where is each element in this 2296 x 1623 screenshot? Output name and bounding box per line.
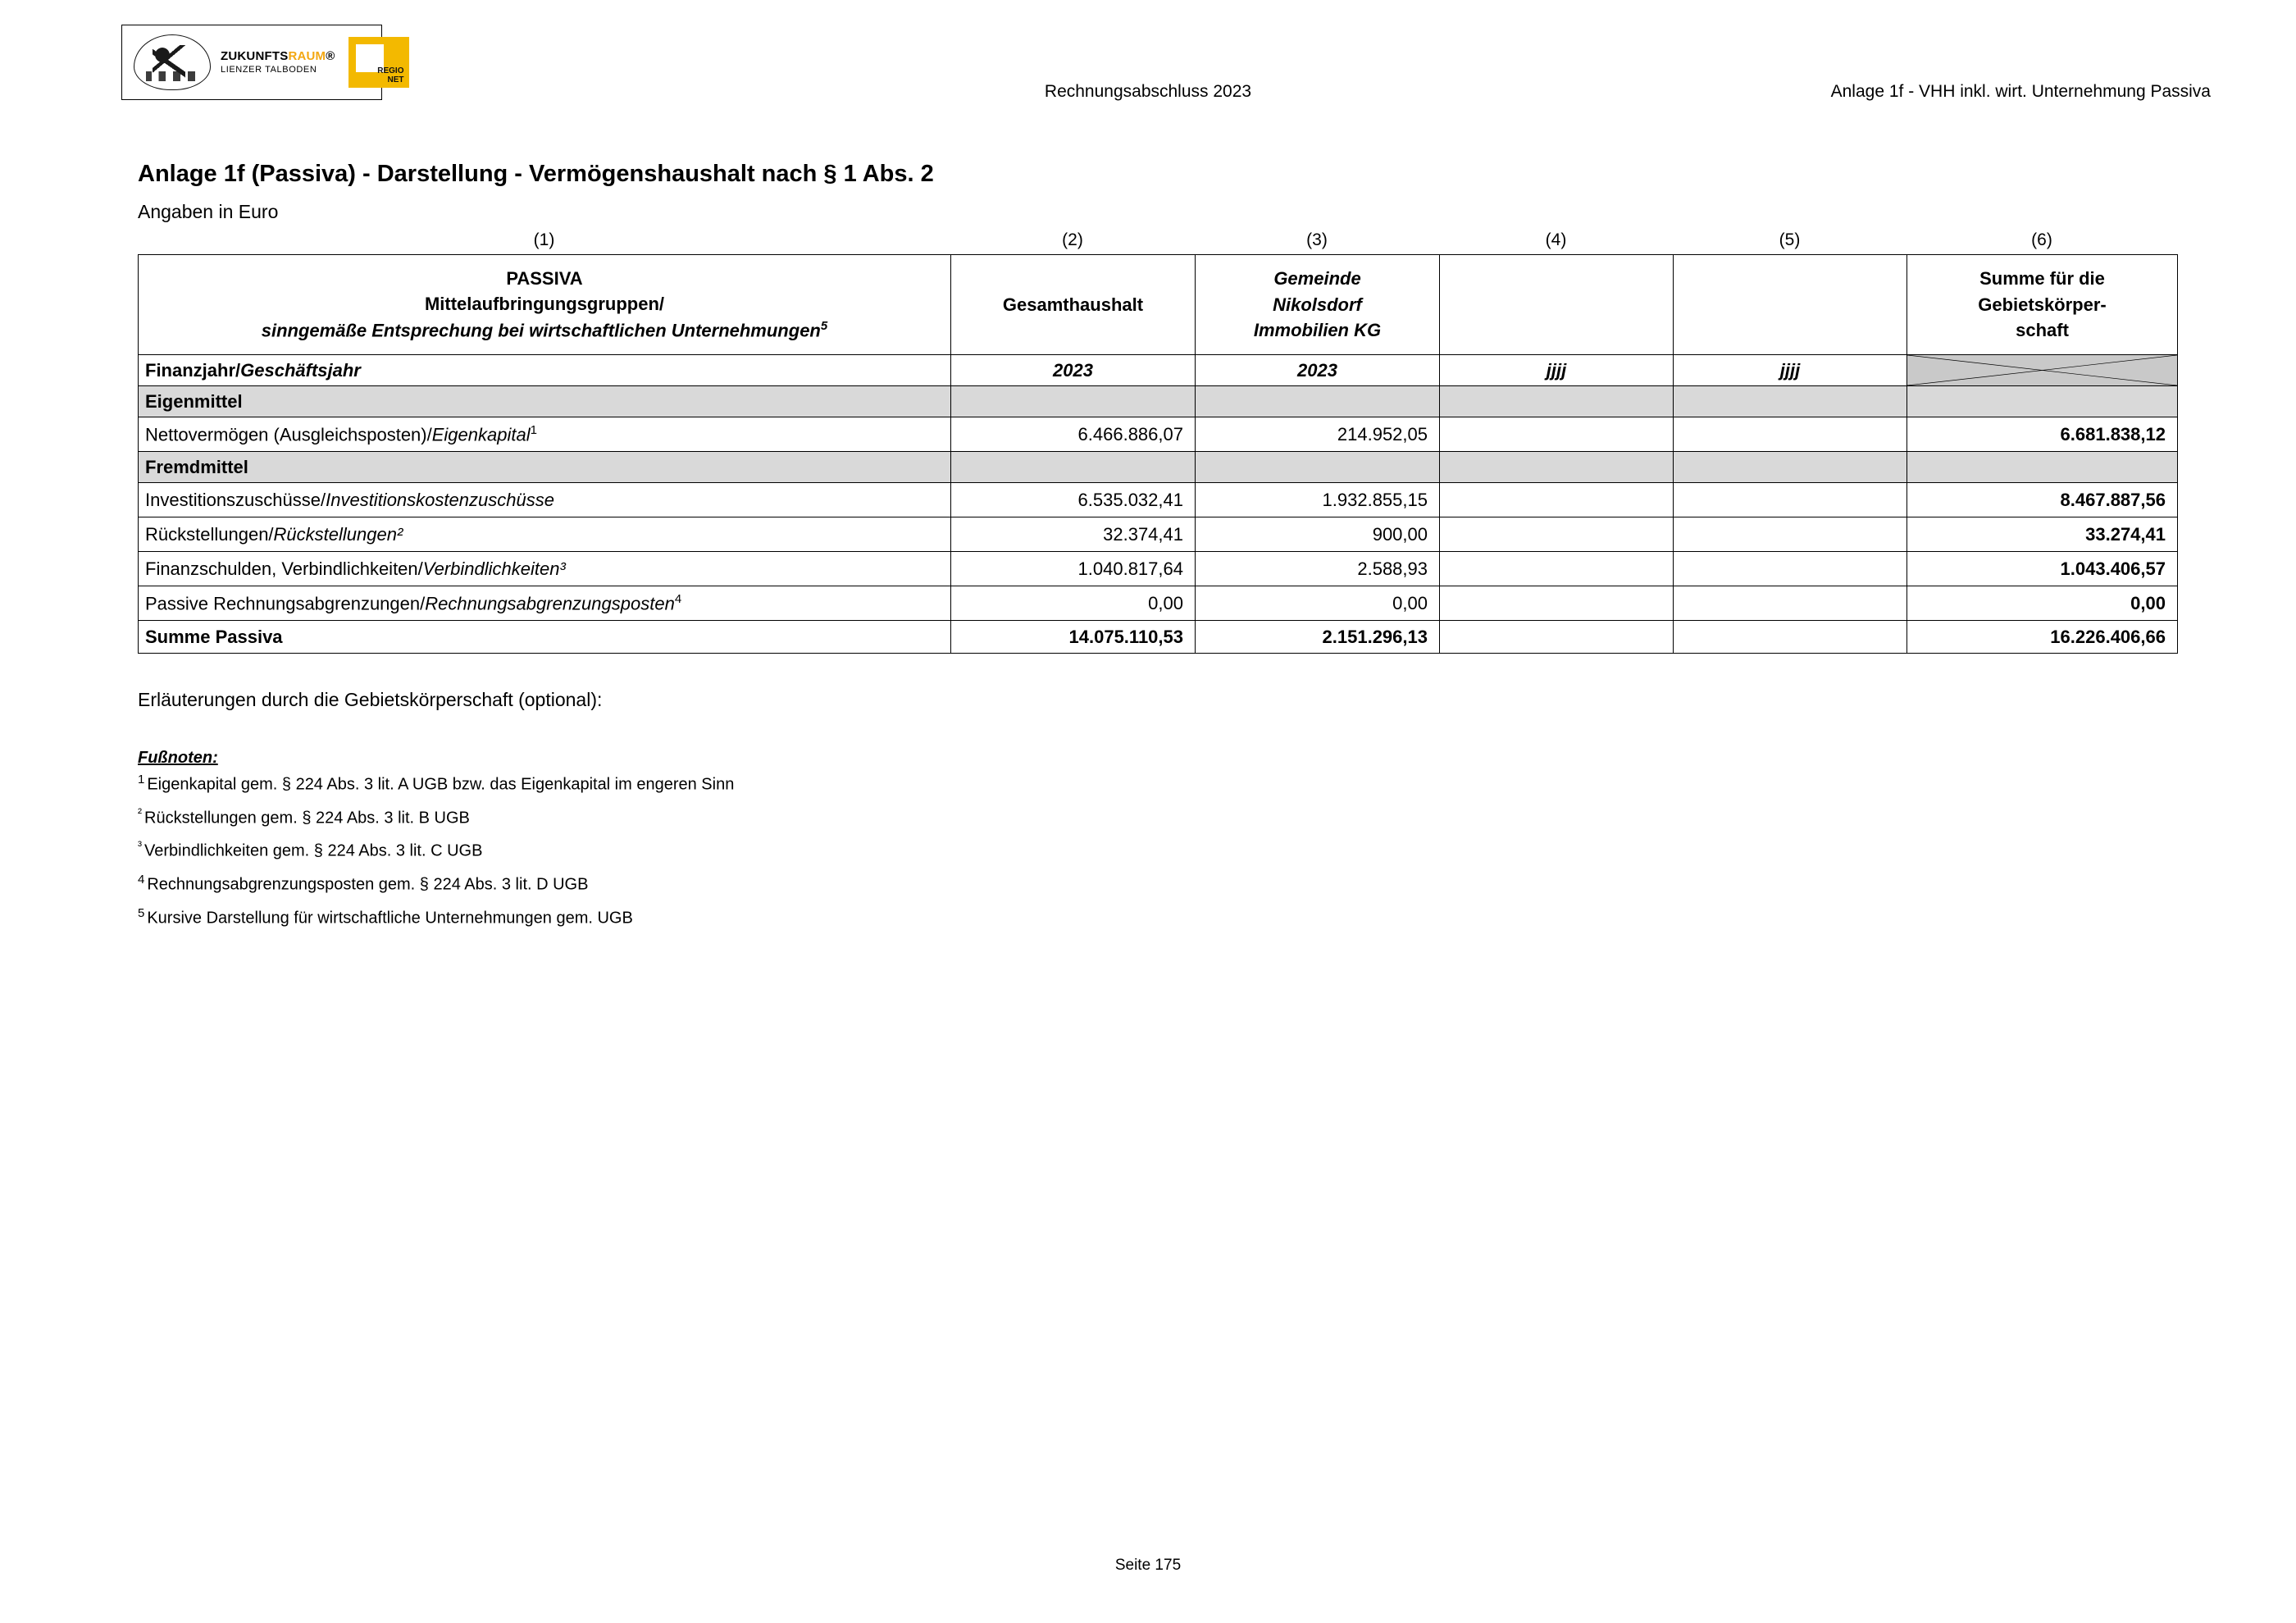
table-row-finanzjahr: [139, 355, 2178, 386]
row4-label-sup: 4: [674, 591, 682, 606]
table-row: [139, 586, 2178, 621]
finanzjahr-value-kg: 2023: [1196, 355, 1440, 386]
finanzjahr-value-col5: jjjj: [1674, 355, 1907, 386]
header-passiva-line2: Mittelaufbringungsgruppen/: [424, 294, 665, 315]
column-number-2: (2): [1062, 230, 1083, 249]
column-number-3: (3): [1306, 230, 1328, 249]
row0-value-col5: [1674, 417, 1907, 452]
header-cell-passiva: [139, 255, 951, 355]
row3-value-gesamthaushalt: 1.040.817,64: [951, 552, 1196, 586]
row-label-nettovermoegen: [139, 417, 951, 452]
row4-value-col4: [1440, 586, 1674, 621]
column-number-row: [138, 230, 2176, 252]
footnote-item: [138, 906, 1614, 928]
table-row: [139, 552, 2178, 586]
row3-value-col4: [1440, 552, 1674, 586]
footnote-marker: ²: [138, 805, 142, 820]
regionet-label-line1: REGIO: [377, 66, 404, 75]
footnote-text: Verbindlichkeiten gem. § 224 Abs. 3 lit. C UGB: [144, 841, 483, 860]
group-fremdmittel-c6: [1907, 452, 2178, 483]
logo-line1-accent: RAUM: [288, 49, 326, 64]
row3-label-italic: Verbindlichkeiten³: [422, 558, 566, 579]
column-number-1: (1): [533, 230, 555, 249]
row2-value-col4: [1440, 517, 1674, 552]
header-cell-col5: [1674, 255, 1907, 355]
row2-value-gesamthaushalt: 32.374,41: [951, 517, 1196, 552]
group-label-fremdmittel: Fremdmittel: [139, 452, 951, 483]
finanzjahr-value-col4: jjjj: [1440, 355, 1674, 386]
column-number-6: (6): [2031, 230, 2052, 249]
row4-label-plain: Passive Rechnungsabgrenzungen/: [145, 593, 426, 614]
row-label-passive-rechnungsabgrenzungen: [139, 586, 951, 621]
header-passiva-line1: PASSIVA: [506, 267, 583, 289]
footnote-marker: 5: [138, 905, 145, 920]
row4-value-gesamthaushalt: 0,00: [951, 586, 1196, 621]
table-group-row-fremdmittel: [139, 452, 2178, 483]
header-summe-line1: Summe für die: [1979, 267, 2105, 289]
row0-value-summe: 6.681.838,12: [1907, 417, 2178, 452]
logo-line2: LIENZER TALBODEN: [221, 65, 317, 75]
row3-value-summe: 1.043.406,57: [1907, 552, 2178, 586]
finanzjahr-label-plain: Finanzjahr/: [145, 359, 241, 381]
row3-value-kg: 2.588,93: [1196, 552, 1440, 586]
row1-value-kg: 1.932.855,15: [1196, 483, 1440, 517]
finanzjahr-label: [139, 355, 951, 386]
footnote-text: Rückstellungen gem. § 224 Abs. 3 lit. B UGB: [144, 809, 470, 827]
row4-label-italic: Rechnungsabgrenzungsposten: [425, 593, 675, 614]
row-label-rueckstellungen: [139, 517, 951, 552]
regionet-logo-icon: [348, 37, 409, 88]
regionet-label-line2: NET: [387, 75, 404, 84]
group-fremdmittel-c5: [1674, 452, 1907, 483]
summe-passiva-col5: [1674, 621, 1907, 654]
page-title: Anlage 1f (Passiva) - Darstellung - Vermögenshaushalt nach § 1 Abs. 2: [138, 161, 934, 187]
page-header: [0, 18, 2296, 107]
group-eigenmittel-c4: [1440, 386, 1674, 417]
footnotes-list: [138, 773, 1614, 939]
row2-value-col5: [1674, 517, 1907, 552]
row1-value-col4: [1440, 483, 1674, 517]
row0-label-plain: Nettovermögen (Ausgleichsposten)/: [145, 424, 432, 445]
header-cell-gesamthaushalt: Gesamthaushalt: [951, 255, 1196, 355]
summe-passiva-kg: 2.151.296,13: [1196, 621, 1440, 654]
row2-label-plain: Rückstellungen/: [145, 523, 274, 545]
page-subtitle: Angaben in Euro: [138, 201, 279, 222]
footnote-marker: 1: [138, 773, 145, 786]
logo-line1-prefix: ZUKUNFTS: [221, 49, 289, 64]
group-fremdmittel-c3: [1196, 452, 1440, 483]
column-number-4: (4): [1545, 230, 1567, 249]
row4-value-kg: 0,00: [1196, 586, 1440, 621]
row4-value-col5: [1674, 586, 1907, 621]
page-footer: Seite 175: [1114, 1557, 1182, 1574]
footnote-text: Kursive Darstellung für wirtschaftliche Unternehmungen gem. UGB: [147, 909, 633, 928]
table-group-row-eigenmittel: [139, 386, 2178, 417]
group-eigenmittel-c6: [1907, 386, 2178, 417]
row0-value-col4: [1440, 417, 1674, 452]
row1-label-italic: Investitionskostenzuschüsse: [326, 489, 554, 510]
finanzjahr-crossed-cell: [1907, 355, 2178, 386]
footnote-text: Rechnungsabgrenzungsposten gem. § 224 Abs. 3 lit. D UGB: [147, 875, 589, 894]
finanzjahr-value-gesamthaushalt: 2023: [951, 355, 1196, 386]
header-cell-nikolsdorf-kg: [1196, 255, 1440, 355]
footnote-item: [138, 806, 1614, 828]
footnote-item: [138, 873, 1614, 895]
row2-value-kg: 900,00: [1196, 517, 1440, 552]
row4-value-summe: 0,00: [1907, 586, 2178, 621]
header-cell-col4: [1440, 255, 1674, 355]
header-kg-line2: Nikolsdorf: [1273, 294, 1362, 315]
table-row: [139, 483, 2178, 517]
group-label-eigenmittel: Eigenmittel: [139, 386, 951, 417]
group-eigenmittel-c5: [1674, 386, 1907, 417]
header-kg-line3: Immobilien KG: [1253, 320, 1382, 341]
header-right-title: Anlage 1f - VHH inkl. wirt. Unternehmung Passiva: [1830, 82, 2211, 101]
erlaeuterungen-text: Erläuterungen durch die Gebietskörperschaft (optional):: [138, 689, 603, 710]
passiva-table-wrapper: [138, 254, 2177, 654]
summe-passiva-col4: [1440, 621, 1674, 654]
summe-passiva-label: Summe Passiva: [139, 621, 951, 654]
row0-label-italic: Eigenkapital: [431, 424, 531, 445]
row0-value-gesamthaushalt: 6.466.886,07: [951, 417, 1196, 452]
logo-line1: [221, 49, 335, 63]
row0-value-kg: 214.952,05: [1196, 417, 1440, 452]
table-row-summe-passiva: [139, 621, 2178, 654]
header-center-title: Rechnungsabschluss 2023: [1044, 82, 1252, 101]
table-row: [139, 417, 2178, 452]
header-summe-line2: Gebietskörper-: [1978, 294, 2107, 315]
logo-text: [221, 49, 335, 75]
table-row: [139, 517, 2178, 552]
footnote-item: [138, 773, 1614, 795]
footnote-text: Eigenkapital gem. § 224 Abs. 3 lit. A UGB bzw. das Eigenkapital im engeren Sinn: [147, 775, 735, 794]
row-label-finanzschulden: [139, 552, 951, 586]
row2-label-italic: Rückstellungen²: [273, 523, 403, 545]
footnote-item: [138, 839, 1614, 861]
logo-line1-suffix: ®: [326, 49, 335, 64]
header-summe-line3: schaft: [2016, 320, 2069, 341]
header-passiva-line3-text: sinngemäße Entsprechung bei wirtschaftlichen Unternehmungen: [261, 320, 821, 341]
group-fremdmittel-c2: [951, 452, 1196, 483]
row1-label-plain: Investitionszuschüsse/: [145, 489, 326, 510]
row3-value-col5: [1674, 552, 1907, 586]
summe-passiva-gesamthaushalt: 14.075.110,53: [951, 621, 1196, 654]
group-eigenmittel-c2: [951, 386, 1196, 417]
group-fremdmittel-c4: [1440, 452, 1674, 483]
header-cell-summe: [1907, 255, 2178, 355]
footnotes-title: Fußnoten:: [138, 749, 218, 767]
row-label-investitionszuschuesse: [139, 483, 951, 517]
row1-value-gesamthaushalt: 6.535.032,41: [951, 483, 1196, 517]
header-kg-line1: Gemeinde: [1273, 267, 1361, 289]
row1-value-col5: [1674, 483, 1907, 517]
row1-value-summe: 8.467.887,56: [1907, 483, 2178, 517]
row2-value-summe: 33.274,41: [1907, 517, 2178, 552]
header-passiva-line3-sup: 5: [820, 319, 828, 334]
footnote-marker: ³: [138, 839, 142, 854]
summe-passiva-summe: 16.226.406,66: [1907, 621, 2178, 654]
footnote-marker: 4: [138, 872, 145, 887]
row0-label-sup: 1: [530, 422, 537, 437]
header-passiva-line3: [145, 317, 944, 344]
table-header-row: [139, 255, 2178, 355]
row3-label-plain: Finanzschulden, Verbindlichkeiten/: [145, 558, 423, 579]
finanzjahr-label-italic: Geschäftsjahr: [240, 359, 361, 381]
group-eigenmittel-c3: [1196, 386, 1440, 417]
column-number-5: (5): [1779, 230, 1801, 249]
passiva-table: [138, 254, 2178, 654]
